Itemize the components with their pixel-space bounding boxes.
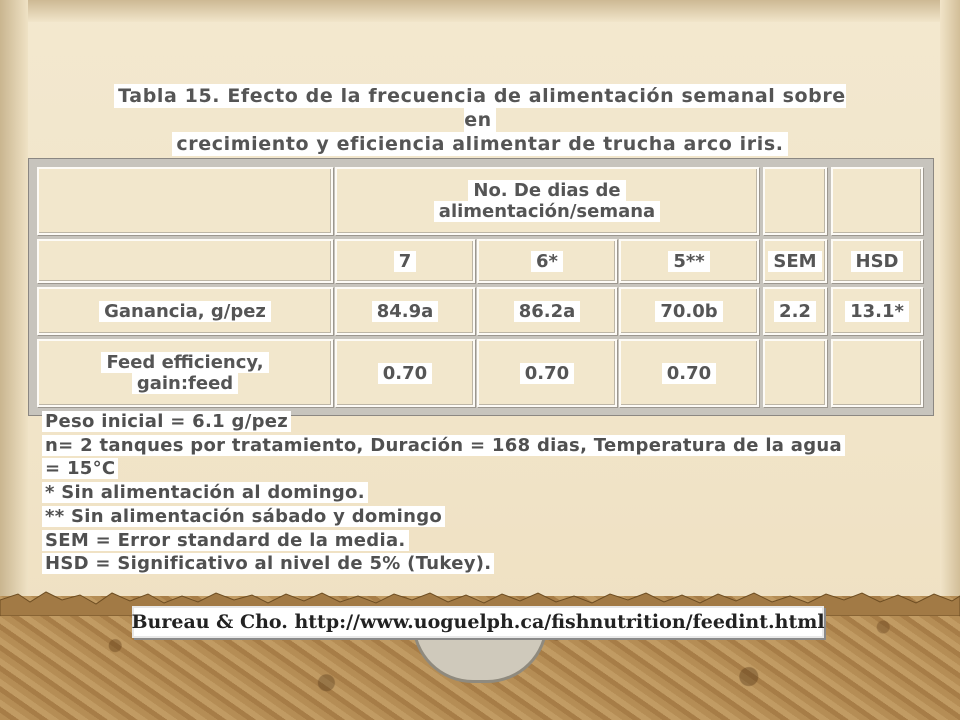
- note-line: SEM = Error standard de la media.: [42, 529, 912, 553]
- data-table: [28, 158, 934, 416]
- column-header-sem: SEM: [763, 239, 827, 283]
- slide-shadow-left: [0, 0, 28, 620]
- title-line-2: crecimiento y eficiencia alimentar de trucha arco iris.: [172, 132, 787, 156]
- table-cell: 0.70: [619, 339, 759, 407]
- header-empty-hsd: [831, 167, 923, 235]
- table-cell: 13.1*: [831, 287, 923, 335]
- table-cell: 86.2a: [477, 287, 617, 335]
- note-line: = 15°C: [42, 457, 912, 481]
- table-cell: 84.9a: [335, 287, 475, 335]
- column-header-5: 5**: [619, 239, 759, 283]
- group-header-line-1: No. De dias de: [468, 180, 625, 201]
- table-cell-empty: [763, 339, 827, 407]
- column-header-6: 6*: [477, 239, 617, 283]
- title-line-1: Tabla 15. Efecto de la frecuencia de alimentación semanal sobre en: [114, 84, 846, 132]
- table-cell: 0.70: [335, 339, 475, 407]
- table-notes: [42, 410, 912, 576]
- slide-shadow-right: [940, 0, 960, 620]
- header-group-cell: [335, 167, 759, 235]
- table-title: [95, 84, 865, 156]
- header-empty-sem: [763, 167, 827, 235]
- column-header-7: 7: [335, 239, 475, 283]
- table-cell: 70.0b: [619, 287, 759, 335]
- note-line: n= 2 tanques por tratamiento, Duración = 168 dias, Temperatura de la agua: [42, 434, 912, 458]
- table-cell: 2.2: [763, 287, 827, 335]
- column-header-empty: [37, 239, 333, 283]
- note-line: HSD = Significativo al nivel de 5% (Tukey).: [42, 552, 912, 576]
- note-line: Peso inicial = 6.1 g/pez: [42, 410, 912, 434]
- row-label-feed-efficiency: Feed efficiency, gain:feed: [37, 339, 333, 407]
- table-cell-empty: [831, 339, 923, 407]
- column-header-hsd: HSD: [831, 239, 923, 283]
- note-line: * Sin alimentación al domingo.: [42, 481, 912, 505]
- table-cell: 0.70: [477, 339, 617, 407]
- group-header-line-2: alimentación/semana: [434, 201, 660, 222]
- row-label-ganancia: Ganancia, g/pez: [37, 287, 333, 335]
- citation-link[interactable]: Bureau & Cho. http://www.uoguelph.ca/fishnutrition/feedint.html: [132, 606, 824, 638]
- slide-shadow-top: [0, 0, 960, 22]
- note-line: ** Sin alimentación sábado y domingo: [42, 505, 912, 529]
- header-empty-cell: [37, 167, 333, 235]
